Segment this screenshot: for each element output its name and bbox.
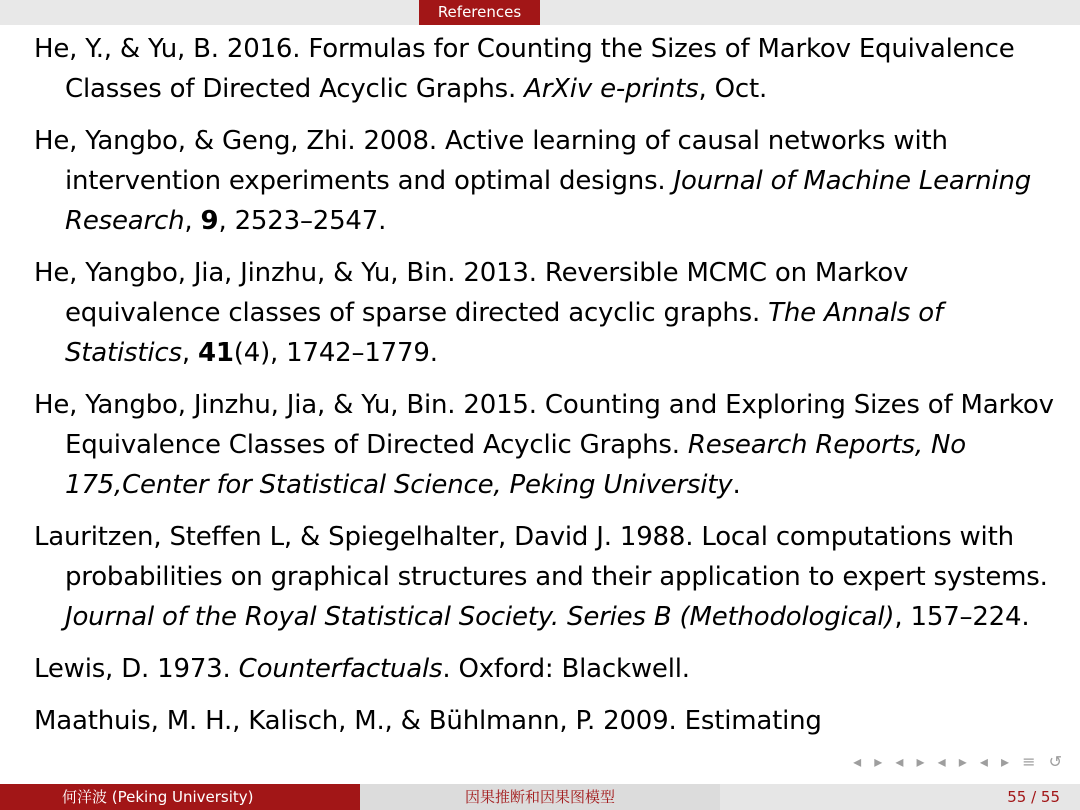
- reference-title: Active learning of causal networks with intervention experiments and optimal designs.: [65, 126, 948, 196]
- reference-volume: 41: [198, 338, 234, 368]
- reference-title: Counting and Exploring Sizes of Markov Equivalence Classes of Directed Acyclic Graphs.: [65, 390, 1054, 460]
- reference-item: [34, 649, 1064, 689]
- reference-title: Estimating: [684, 706, 822, 736]
- reference-item: [34, 29, 1064, 109]
- reference-suffix: .: [732, 470, 741, 500]
- reference-title: Reversible MCMC on Markov equivalence classes of sparse directed acyclic graphs.: [65, 258, 909, 328]
- reference-item: [34, 121, 1064, 241]
- reference-list: [34, 29, 1064, 753]
- reference-suffix: , Oct.: [698, 74, 768, 104]
- reference-venue: Research Reports, No 175,Center for Statistical Science, Peking University: [65, 430, 966, 500]
- beamer-navigation-icons[interactable]: ◂ ▸ ◂ ▸ ◂ ▸ ◂ ▸ ≡ ↺: [853, 752, 1066, 771]
- reference-venue: The Annals of Statistics: [65, 298, 943, 368]
- reference-suffix: (4), 1742–1779.: [233, 338, 438, 368]
- reference-venue: Journal of the Royal Statistical Society. Series B (Methodological): [65, 602, 895, 632]
- reference-separator: ,: [181, 338, 198, 368]
- reference-title: Formulas for Counting the Sizes of Markov Equivalence Classes of Directed Acyclic Graphs.: [65, 34, 1015, 104]
- reference-venue: ArXiv e-prints: [524, 74, 699, 104]
- footer-page-number: 55 / 55: [720, 784, 1080, 810]
- reference-volume: 9: [200, 206, 219, 236]
- header-bar: [0, 0, 1080, 25]
- reference-suffix: , 157–224.: [894, 602, 1030, 632]
- reference-authors: Lauritzen, Steffen L, & Spiegelhalter, David J. 1988.: [34, 522, 694, 552]
- reference-authors: He, Yangbo, & Geng, Zhi. 2008.: [34, 126, 437, 156]
- section-title: References: [419, 0, 540, 25]
- reference-venue: Journal of Machine Learning Research: [65, 166, 1032, 236]
- reference-item: [34, 253, 1064, 373]
- reference-item: [34, 517, 1064, 637]
- reference-item: [34, 385, 1064, 505]
- footer-bar: [0, 784, 1080, 810]
- reference-authors: He, Y., & Yu, B. 2016.: [34, 34, 301, 64]
- reference-suffix: . Oxford: Blackwell.: [442, 654, 690, 684]
- footer-title: 因果推断和因果图模型: [360, 784, 720, 810]
- reference-title: Local computations with probabilities on graphical structures and their application to expert systems.: [65, 522, 1048, 592]
- footer-author: 何洋波 (Peking University): [0, 784, 360, 810]
- reference-suffix: , 2523–2547.: [218, 206, 387, 236]
- reference-authors: Lewis, D. 1973.: [34, 654, 231, 684]
- reference-separator: ,: [184, 206, 201, 236]
- reference-authors: Maathuis, M. H., Kalisch, M., & Bühlmann, P. 2009.: [34, 706, 677, 736]
- reference-venue: Counterfactuals: [238, 654, 443, 684]
- reference-item: [34, 701, 1064, 741]
- reference-authors: He, Yangbo, Jia, Jinzhu, & Yu, Bin. 2013.: [34, 258, 537, 288]
- reference-authors: He, Yangbo, Jinzhu, Jia, & Yu, Bin. 2015.: [34, 390, 537, 420]
